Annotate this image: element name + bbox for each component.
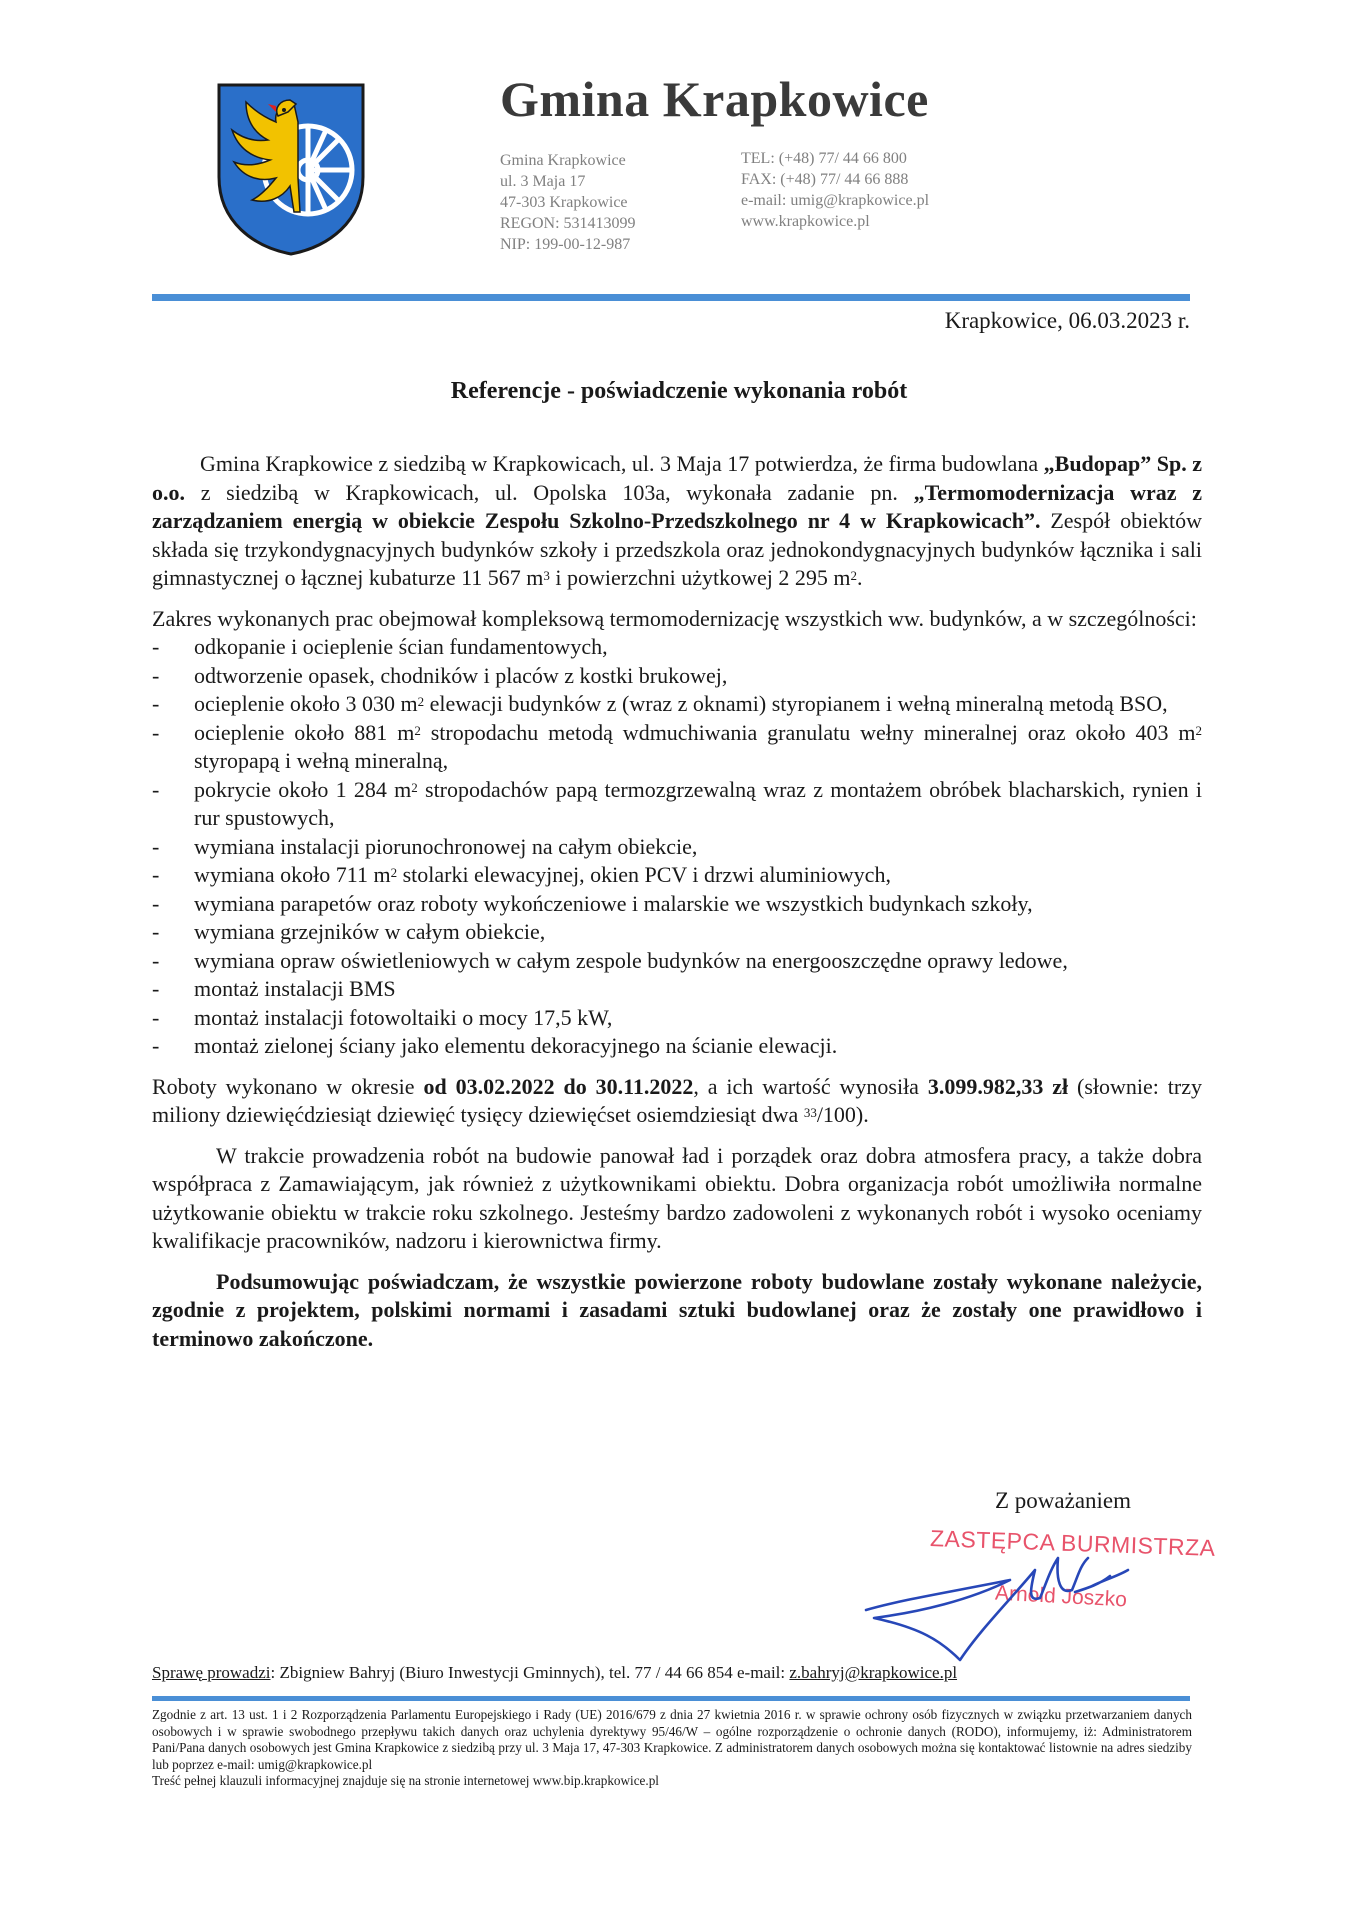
list-item: - pokrycie około 1 284 $m^2$ stropodachów papą termozgrzewalną wraz z montażem obróbek blacharskich, rynien i rur spustowych, — [152, 776, 1202, 833]
list-item: - wymiana grzejników w całym obiekcie, — [152, 918, 1202, 947]
krapkowice-coat-of-arms-icon — [216, 82, 366, 257]
closing-regards: Z poważaniem — [995, 1488, 1132, 1513]
address-line: REGON: 531413099 — [500, 215, 636, 232]
period-paragraph: Roboty wykonano w okresie od 03.02.2022 do 30.11.2022, a ich wartość wynosiła 3.099.982,33 zł (słownie: trzy miliony dziewięćdziesiąt dziewięć tysięcy dziewięćset osiemdziesiąt dwa $^{33}$/100). — [152, 1073, 1202, 1127]
list-item: - ocieplenie około 881 $m^2$ stropodachu metodą wdmuchiwania granulatu wełny mineralnej oraz około 403 $m^2$ styropapą i wełną mineralną, — [152, 719, 1202, 776]
company-name: „Budopap” Sp. z o.o. — [152, 451, 1202, 505]
task-name: „Termomodernizacja wraz z zarządzaniem energią w obiekcie Zespołu Szkolno-Przedszkolnego nr 4 w Krapkowicach”. — [152, 479, 1202, 533]
case-officer: Sprawę prowadzi: Zbigniew Bahryj (Biuro Inwestycji Gminnych), tel. 77 / 44 66 854 e-mail: z.bahryj@krapkowice.pl — [152, 1663, 958, 1682]
list-item: - odkopanie i ocieplenie ścian fundamentowych, — [152, 633, 1202, 662]
stamp-name: Arnold Joszko — [994, 1581, 1128, 1612]
fax-line: FAX: (+48) 77/ 44 66 888 — [741, 171, 909, 188]
address-line: Gmina Krapkowice — [500, 152, 626, 169]
address-line: 47-303 Krapkowice — [500, 194, 628, 211]
period-dates: od 03.02.2022 do 30.11.2022 — [423, 1073, 694, 1099]
address-line: NIP: 199-00-12-987 — [500, 236, 631, 253]
letter-body — [152, 450, 1202, 1353]
list-item: - montaż instalacji fotowoltaiki o mocy 17,5 kW, — [152, 1004, 1202, 1033]
works-list — [152, 633, 1202, 1061]
contract-value: 3.099.982,33 zł — [927, 1073, 1069, 1099]
email-line: e-mail: umig@krapkowice.pl — [741, 192, 930, 209]
list-item: - montaż instalacji BMS — [152, 975, 1202, 1004]
list-item: - montaż zielonej ściany jako elementu dekoracyjnego na ścianie elewacji. — [152, 1032, 1202, 1061]
letter-title: Referencje - poświadczenie wykonania robót — [450, 378, 908, 404]
handwritten-signature — [860, 1540, 1160, 1665]
letter-date: Krapkowice, 06.03.2023 r. — [944, 308, 1190, 333]
footer-divider — [152, 1696, 1190, 1701]
scope-intro: Zakres wykonanych prac obejmował kompleksową termomodernizację wszystkich ww. budynków, a w szczególności: — [152, 605, 1197, 631]
list-item: - wymiana około 711 $m^2$ stolarki elewacyjnej, okien PCV i drzwi aluminiowych, — [152, 861, 1202, 890]
address-block — [500, 150, 636, 255]
summary-paragraph: Podsumowując poświadczam, że wszystkie powierzone roboty budowlane zostały wykonane należycie, zgodnie z projektem, polskimi normami i zasadami sztuki budowlanej oraz że zostały one prawidłowo i terminowo zakończone. — [152, 1268, 1202, 1351]
list-item: - wymiana parapetów oraz roboty wykończeniowe i malarskie we wszystkich budynkach szkoły, — [152, 890, 1202, 919]
contact-block — [741, 148, 929, 232]
gdpr-clause: Zgodnie z art. 13 ust. 1 i 2 Rozporządzenia Parlamentu Europejskiego i Rady (UE) 2016/679 z dnia 27 kwietnia 2016 r. w sprawie ochrony osób fizycznych w związku przetwarzaniem danych osobowych i w sprawie swobodnego przepływu takich danych oraz uchylenia dyrektywy 95/46/W – ogólne rozporządzenie o ochronie danych (RODO), informujemy, iż: Administratorem Pani/Pana danych osobowych jest Gmina Krapkowice z siedzibą przy ul. 3 Maja 17, 47-303 Krapkowice. Z administratorem danych osobowych można się kontaktować listownie na adres siedziby lub poprzez e-mail: umig@krapkowice.pl Treść pełnej klauzuli informacyjnej znajduje się na stronie internetowej www.bip.krapkowice.pl — [152, 1707, 1192, 1788]
intro-paragraph: Gmina Krapkowice z siedzibą w Krapkowicach, ul. 3 Maja 17 potwierdza, że firma budowlana „Budopap” Sp. z o.o. z siedzibą w Krapkowicach, ul. Opolska 103a, wykonała zadanie pn. „Termomodernizacja wraz z zarządzaniem energią w obiekcie Zespołu Szkolno-Przedszkolnego nr 4 w Krapkowicach”. Zespół obiektów składa się trzykondygnacyjnych budynków szkoły i przedszkola oraz jednokondygnacyjnych budynków łącznika i sali gimnastycznej o łącznej kubaturze 11 567 $m^3$ i powierzchni użytkowej 2 295 $m^2$. — [152, 451, 1202, 590]
list-item: - wymiana opraw oświetleniowych w całym zespole budynków na energooszczędne oprawy ledowe, — [152, 947, 1202, 976]
list-item: - wymiana instalacji piorunochronowej na całym obiekcie, — [152, 833, 1202, 862]
address-line: ul. 3 Maja 17 — [500, 173, 586, 190]
opinion-paragraph: W trakcie prowadzenia robót na budowie panował ład i porządek oraz dobra atmosfera pracy, a także dobra współpraca z Zamawiającym, jak również z użytkownikami obiektu. Dobra organizacja robót umożliwiła normalne użytkowanie obiektu w trakcie roku szkolnego. Jesteśmy bardzo zadowoleni z wykonanych robót i wysoko oceniamy kwalifikacje pracowników, nadzoru i kierownictwa firmy. — [152, 1142, 1202, 1253]
stamp-title: ZASTĘPCA BURMISTRZA — [929, 1525, 1216, 1561]
list-item: - odtworzenie opasek, chodników i placów z kostki brukowej, — [152, 662, 1202, 691]
website-line: www.krapkowice.pl — [741, 213, 870, 230]
case-officer-email[interactable]: z.bahryj@krapkowice.pl — [789, 1663, 958, 1682]
header-divider — [152, 294, 1190, 301]
list-item: - ocieplenie około 3 030 $m^2$ elewacji budynków z (wraz z oknami) styropianem i wełną mineralną metodą BSO, — [152, 690, 1202, 719]
phone-line: TEL: (+48) 77/ 44 66 800 — [741, 150, 907, 167]
municipality-name: Gmina Krapkowice — [500, 71, 929, 127]
